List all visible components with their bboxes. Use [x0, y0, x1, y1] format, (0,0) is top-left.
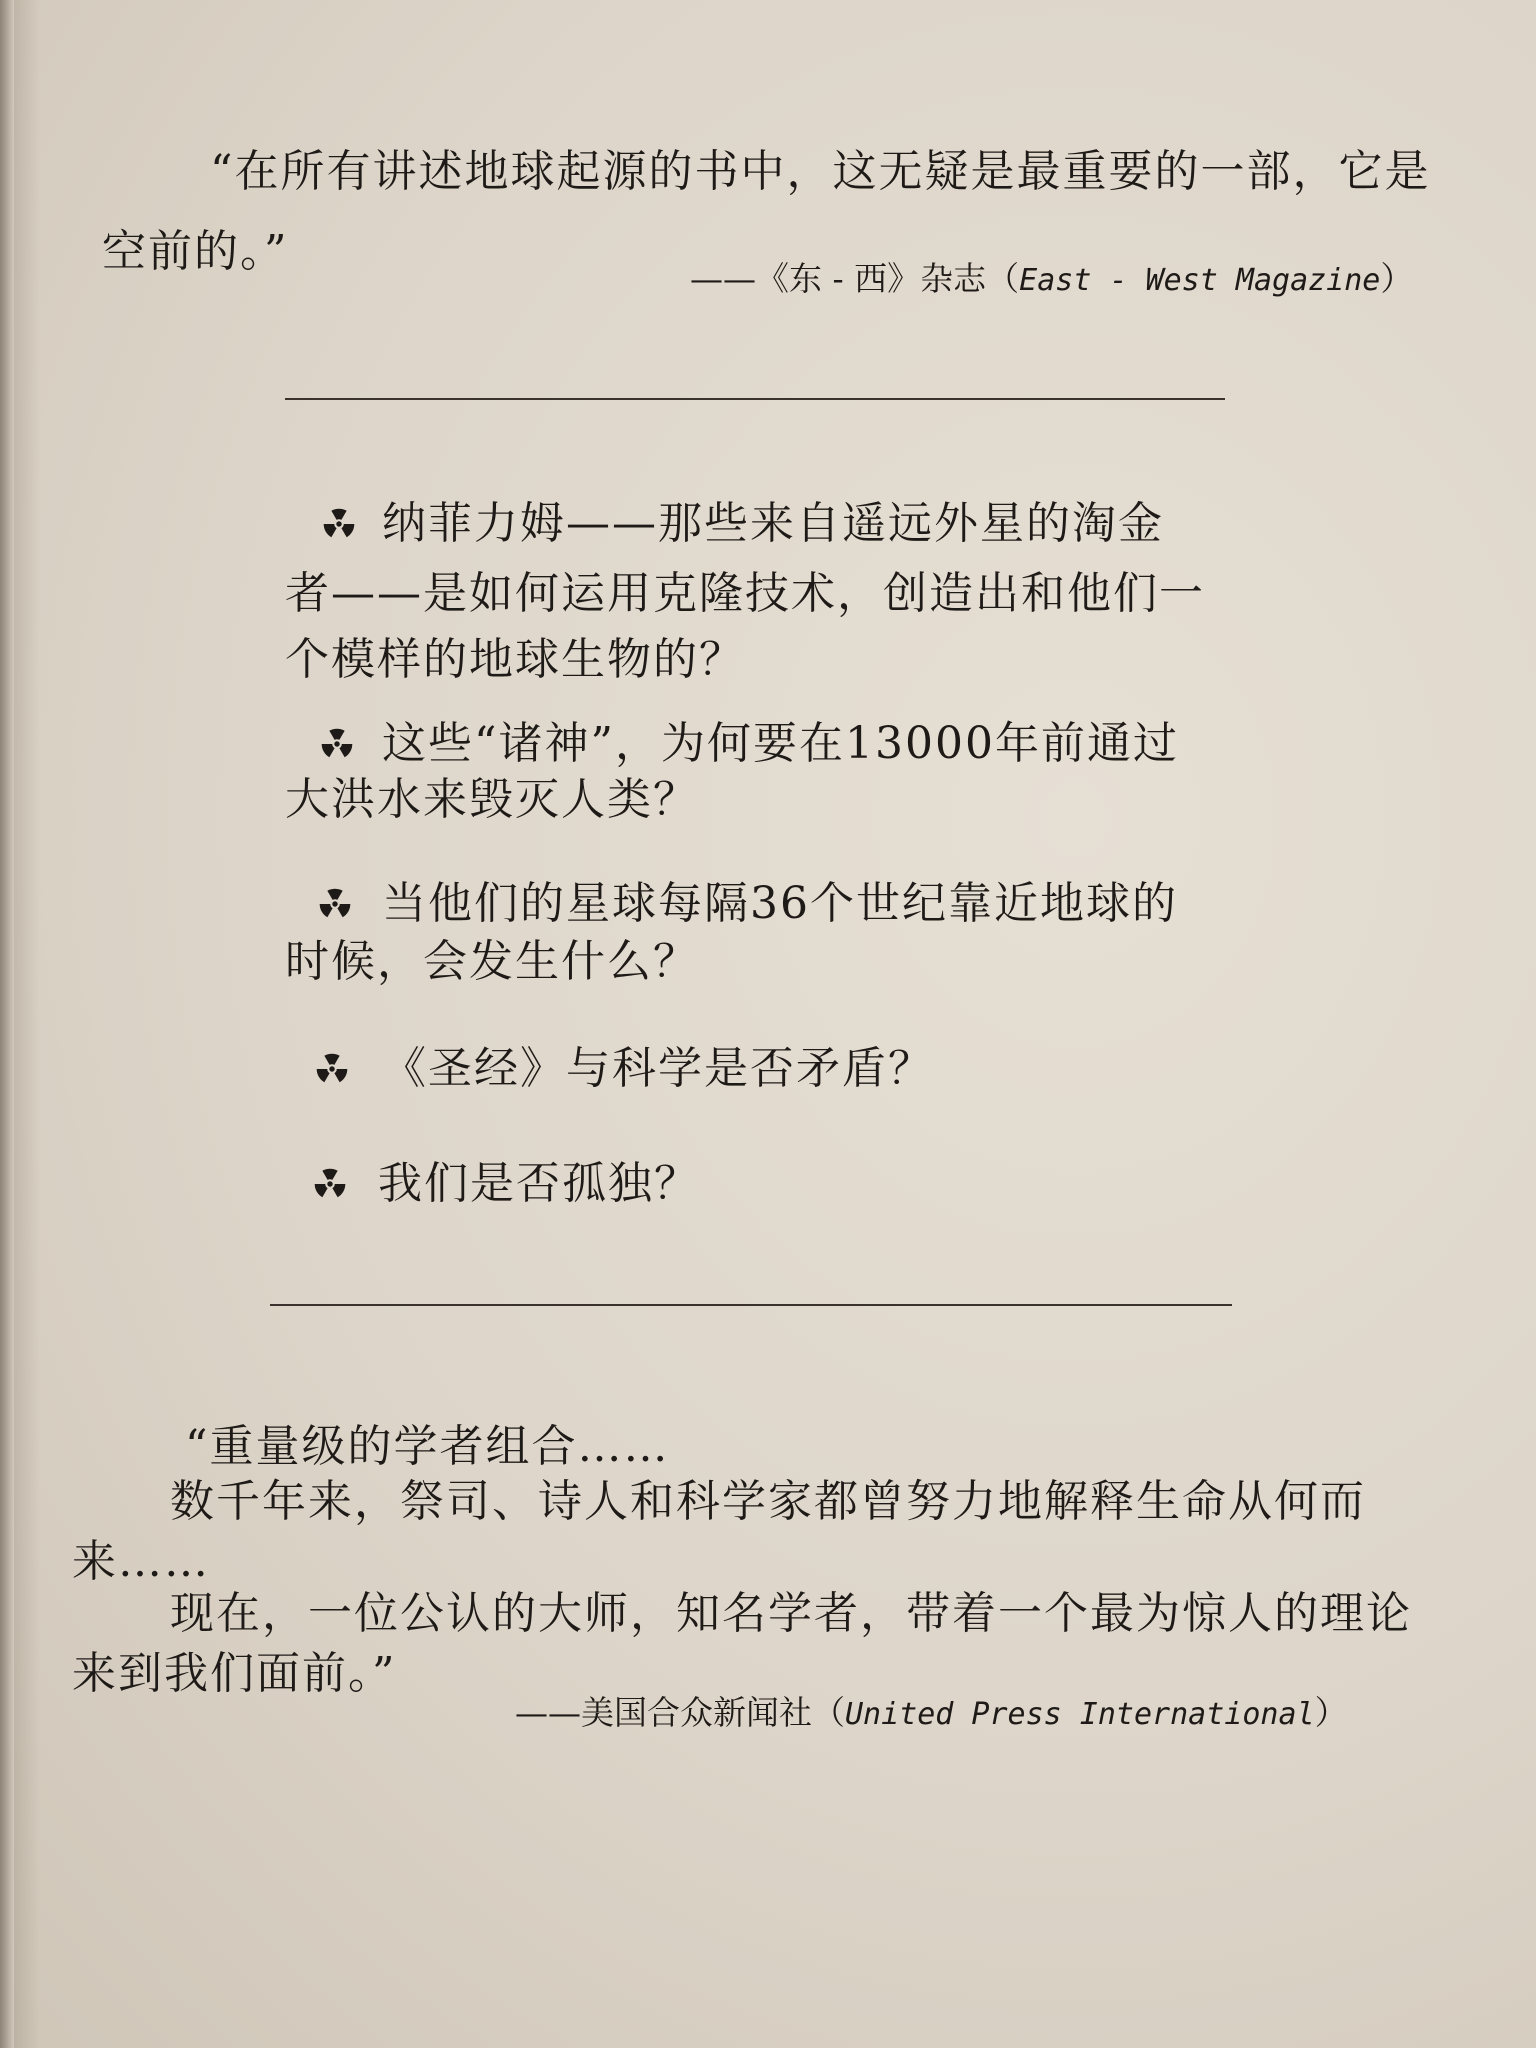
radiation-trefoil-icon	[320, 727, 354, 761]
question1-line2: 者——是如何运用克隆技术，创造出和他们一	[285, 568, 1205, 619]
quote1-attribution-source: East - West Magazine	[1019, 263, 1381, 298]
page-gutter-shadow	[0, 0, 14, 2048]
question2-line1: 这些“诸神”，为何要在13000年前通过	[382, 718, 1179, 769]
quote2-attribution-source: United Press International	[845, 1697, 1315, 1732]
quote2-line3: 来……	[72, 1536, 210, 1587]
quote2-attribution	[515, 1693, 1348, 1732]
quote2-attribution-suffix: ）	[1314, 1693, 1348, 1732]
question5-line1: 我们是否孤独？	[378, 1158, 700, 1209]
quote1-attribution	[690, 259, 1414, 298]
quote2-attribution-prefix: ——美国合众新闻社（	[515, 1693, 845, 1732]
quote1-line1: “在所有讲述地球起源的书中，这无疑是最重要的一部，它是	[210, 146, 1431, 197]
question4-line1: 《圣经》与科学是否矛盾？	[382, 1043, 934, 1094]
radiation-trefoil-icon	[315, 1052, 349, 1086]
question3-line2: 时候，会发生什么？	[285, 936, 699, 987]
quote2-line5: 来到我们面前。”	[72, 1648, 397, 1699]
quote1-attribution-suffix: ）	[1380, 259, 1414, 298]
quote1-attribution-prefix: ——《东 - 西》杂志（	[690, 259, 1020, 298]
radiation-trefoil-icon	[313, 1167, 347, 1201]
quote2-line2: 数千年来，祭司、诗人和科学家都曾努力地解释生命从何而	[170, 1476, 1366, 1527]
radiation-trefoil-icon	[318, 887, 352, 921]
radiation-trefoil-icon	[322, 507, 356, 541]
question1-line1: 纳菲力姆——那些来自遥远外星的淘金	[382, 498, 1164, 549]
question2-line2: 大洪水来毁灭人类？	[285, 774, 699, 825]
question1-line3: 个模样的地球生物的？	[285, 634, 745, 685]
quote2-line1: “重量级的学者组合……	[185, 1421, 670, 1472]
bottom-divider-rule	[270, 1304, 1232, 1306]
top-divider-rule	[285, 398, 1225, 400]
question3-line1: 当他们的星球每隔36个世纪靠近地球的	[382, 878, 1178, 929]
quote1-line2: 空前的。”	[102, 226, 289, 277]
quote2-line4: 现在，一位公认的大师，知名学者，带着一个最为惊人的理论	[170, 1588, 1412, 1639]
